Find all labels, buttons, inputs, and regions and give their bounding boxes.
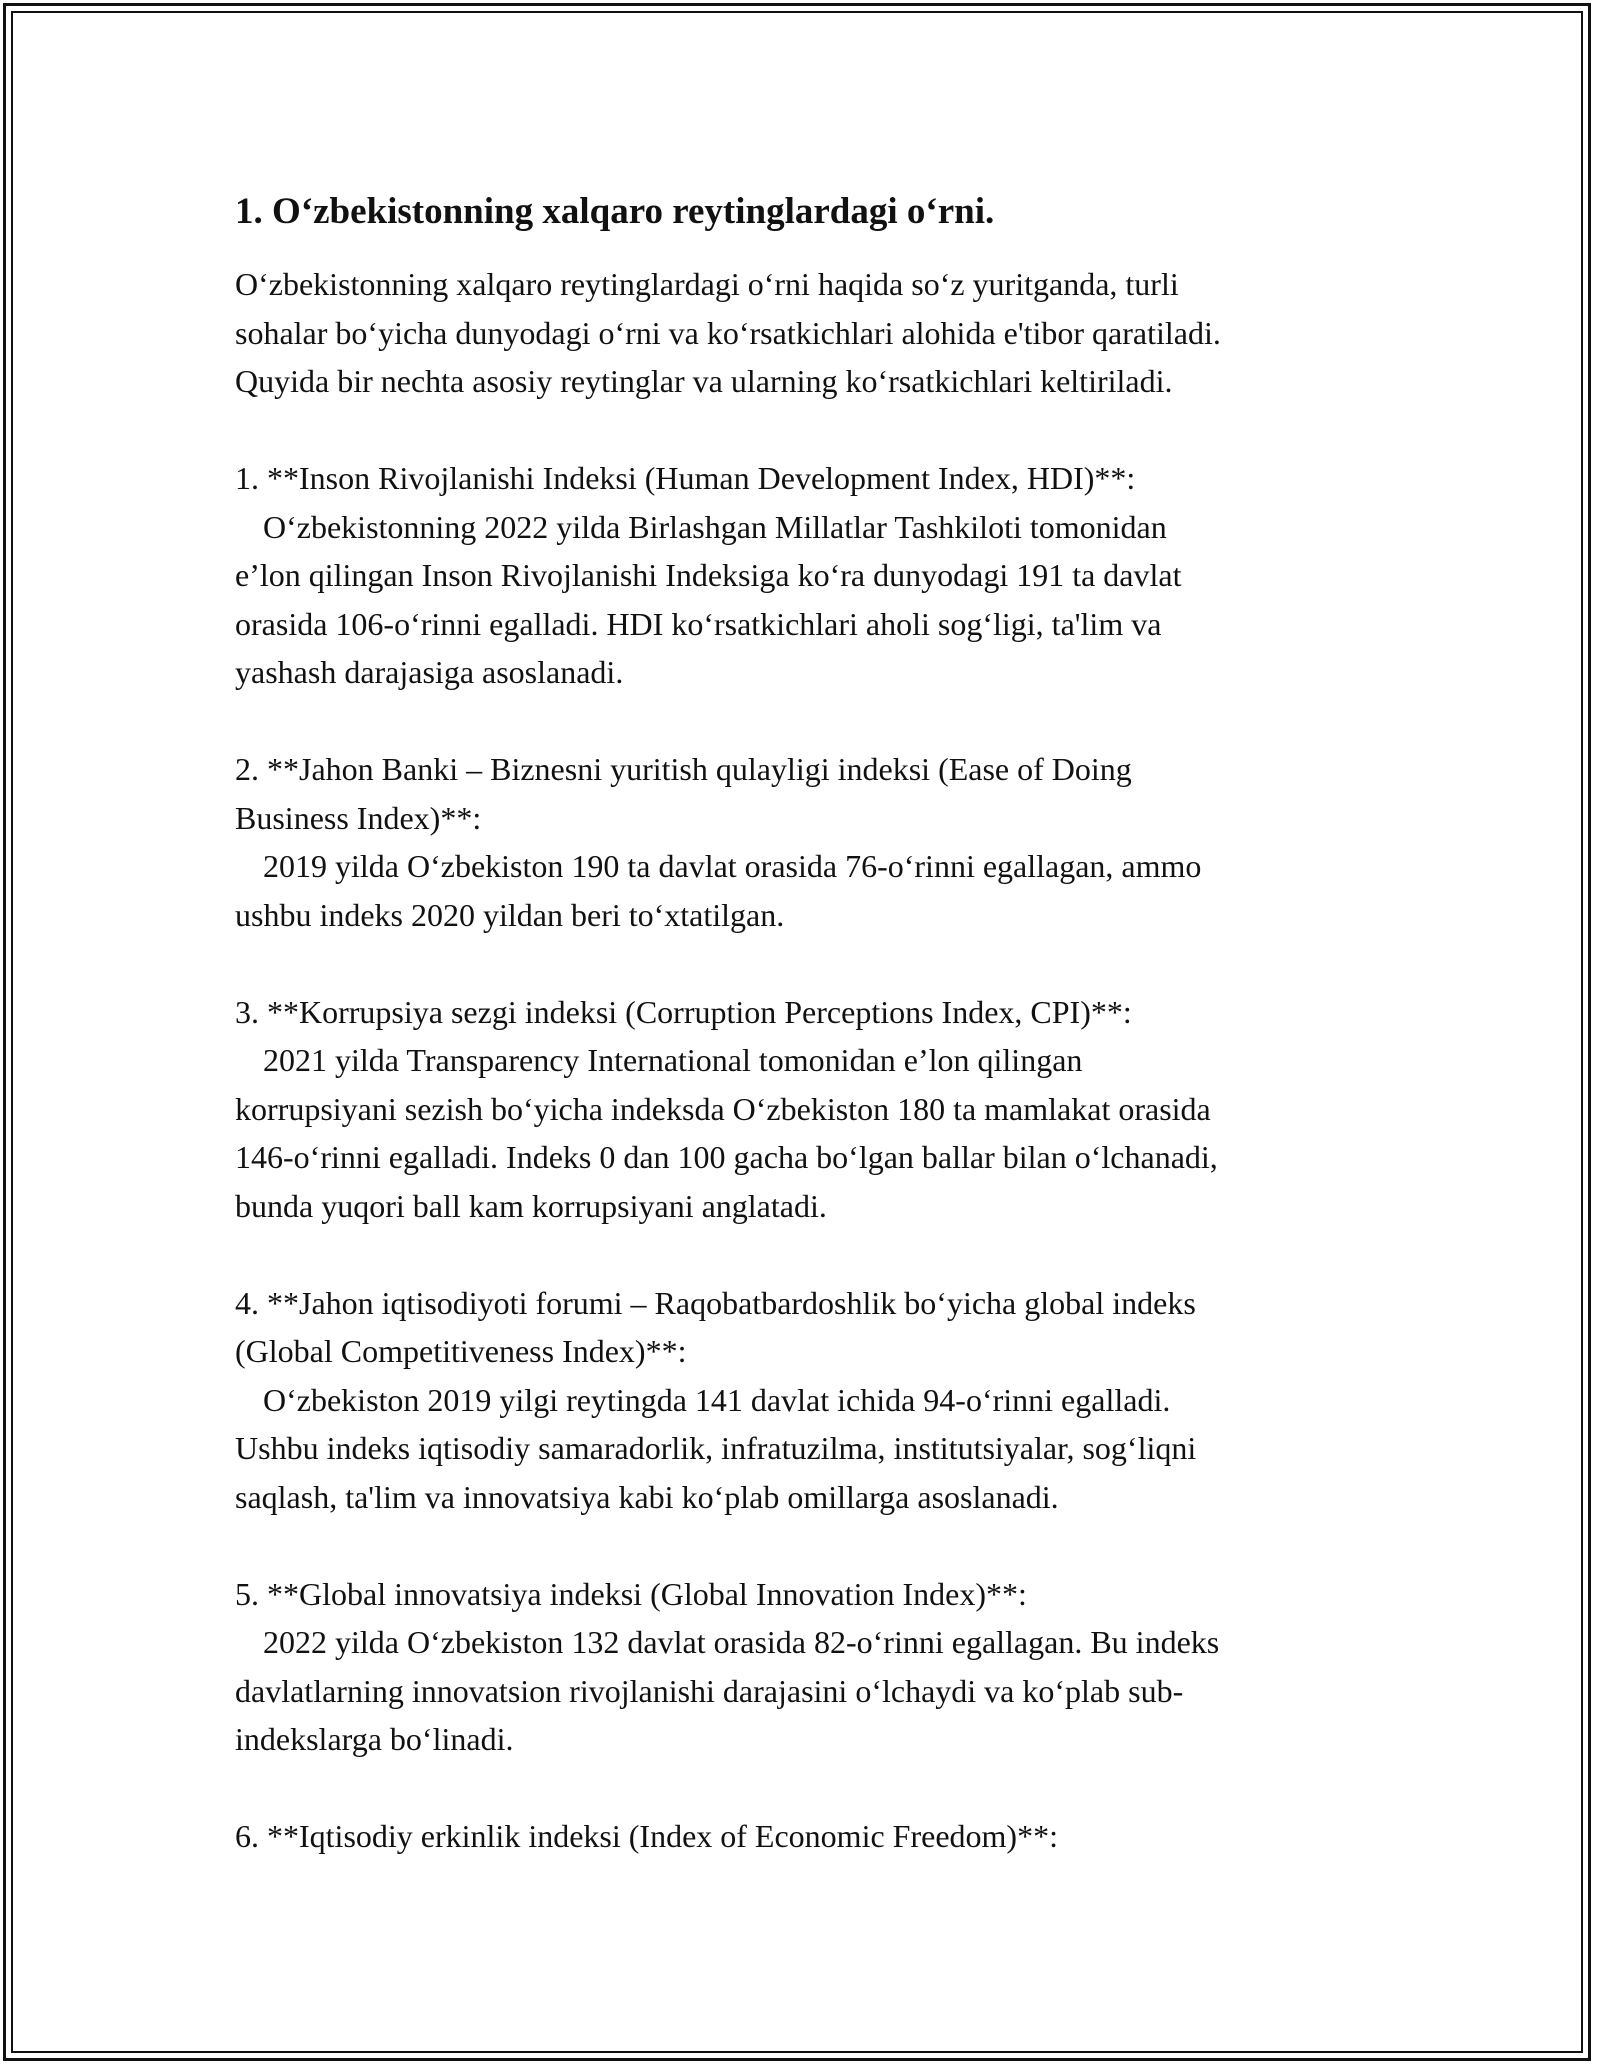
item-heading: 1. **Inson Rivojlanishi Indeksi (Human Development Index, HDI)**: (235, 460, 1136, 496)
item-heading: 3. **Korrupsiya sezgi indeksi (Corruption Perceptions Index, CPI)**: (235, 993, 1132, 1030)
item-heading: Business Index)**: (235, 799, 482, 836)
intro-line: O‘zbekistonning xalqaro reytinglardagi o‘rni haqida so‘z yuritganda, turli (235, 266, 1179, 302)
item-text-line: 2021 yilda Transparency International tomonidan e’lon qilingan (263, 1042, 1083, 1078)
item-text-line: bunda yuqori ball kam korrupsiyani anglatadi. (235, 1187, 827, 1224)
item-text-line: O‘zbekiston 2019 yilgi reytingda 141 davlat ichida 94-o‘rinni egalladi. (263, 1381, 1171, 1418)
intro-line: sohalar bo‘yicha dunyodagi o‘rni va ko‘rsatkichlari alohida e'tibor qaratiladi. (235, 314, 1221, 351)
intro-line: Quyida bir nechta asosiy reytinglar va ularning ko‘rsatkichlari keltiriladi. (235, 363, 1173, 399)
item-text-line: ushbu indeks 2020 yildan beri to‘xtatilgan. (235, 896, 785, 933)
list-item-economic-freedom (235, 1812, 1415, 1861)
section-title: 1. O‘zbekistonning xalqaro reytinglardagi o‘rni. (235, 191, 995, 232)
intro-paragraph (235, 260, 1415, 406)
item-text-line: yashash darajasiga asoslanadi. (235, 654, 624, 690)
item-text-line: korrupsiyani sezish bo‘yicha indeksda O‘zbekiston 180 ta mamlakat orasida (235, 1090, 1211, 1127)
item-heading: 6. **Iqtisodiy erkinlik indeksi (Index of Economic Freedom)**: (235, 1818, 1058, 1854)
item-text-line: orasida 106-o‘rinni egalladi. HDI ko‘rsatkichlari aholi sog‘ligi, ta'lim va (235, 605, 1162, 642)
item-heading: 2. **Jahon Banki – Biznesni yuritish qulayligi indeksi (Ease of Doing (235, 751, 1132, 787)
list-item-gci (235, 1279, 1415, 1522)
list-item-doing-business (235, 745, 1415, 939)
item-text-line: O‘zbekistonning 2022 yilda Birlashgan Millatlar Tashkiloti tomonidan (263, 508, 1167, 545)
item-text-line: 146-o‘rinni egalladi. Indeks 0 dan 100 gacha bo‘lgan ballar bilan o‘lchanadi, (235, 1139, 1218, 1175)
item-text-line: Ushbu indeks iqtisodiy samaradorlik, infratuzilma, institutsiyalar, sog‘liqni (235, 1430, 1197, 1466)
item-heading: (Global Competitiveness Index)**: (235, 1333, 687, 1369)
document-body (235, 186, 1415, 1909)
item-heading: 4. **Jahon iqtisodiyoti forumi – Raqobatbardoshlik bo‘yicha global indeks (235, 1284, 1196, 1321)
list-item-cpi (235, 988, 1415, 1231)
list-item-gii (235, 1570, 1415, 1764)
item-heading: 5. **Global innovatsiya indeksi (Global Innovation Index)**: (235, 1575, 1027, 1612)
item-text-line: saqlash, ta'lim va innovatsiya kabi ko‘plab omillarga asoslanadi. (235, 1478, 1059, 1515)
item-text-line: 2022 yilda O‘zbekiston 132 davlat orasida 82-o‘rinni egallagan. Bu indeks (263, 1624, 1220, 1660)
item-text-line: indekslarga bo‘linadi. (235, 1721, 514, 1757)
item-text-line: davlatlarning innovatsion rivojlanishi darajasini o‘lchaydi va ko‘plab sub- (235, 1672, 1184, 1709)
item-text-line: e’lon qilingan Inson Rivojlanishi Indeksiga ko‘ra dunyodagi 191 ta davlat (235, 557, 1182, 593)
item-text-line: 2019 yilda O‘zbekiston 190 ta davlat orasida 76-o‘rinni egallagan, ammo (263, 848, 1202, 884)
list-item-hdi (235, 454, 1415, 697)
